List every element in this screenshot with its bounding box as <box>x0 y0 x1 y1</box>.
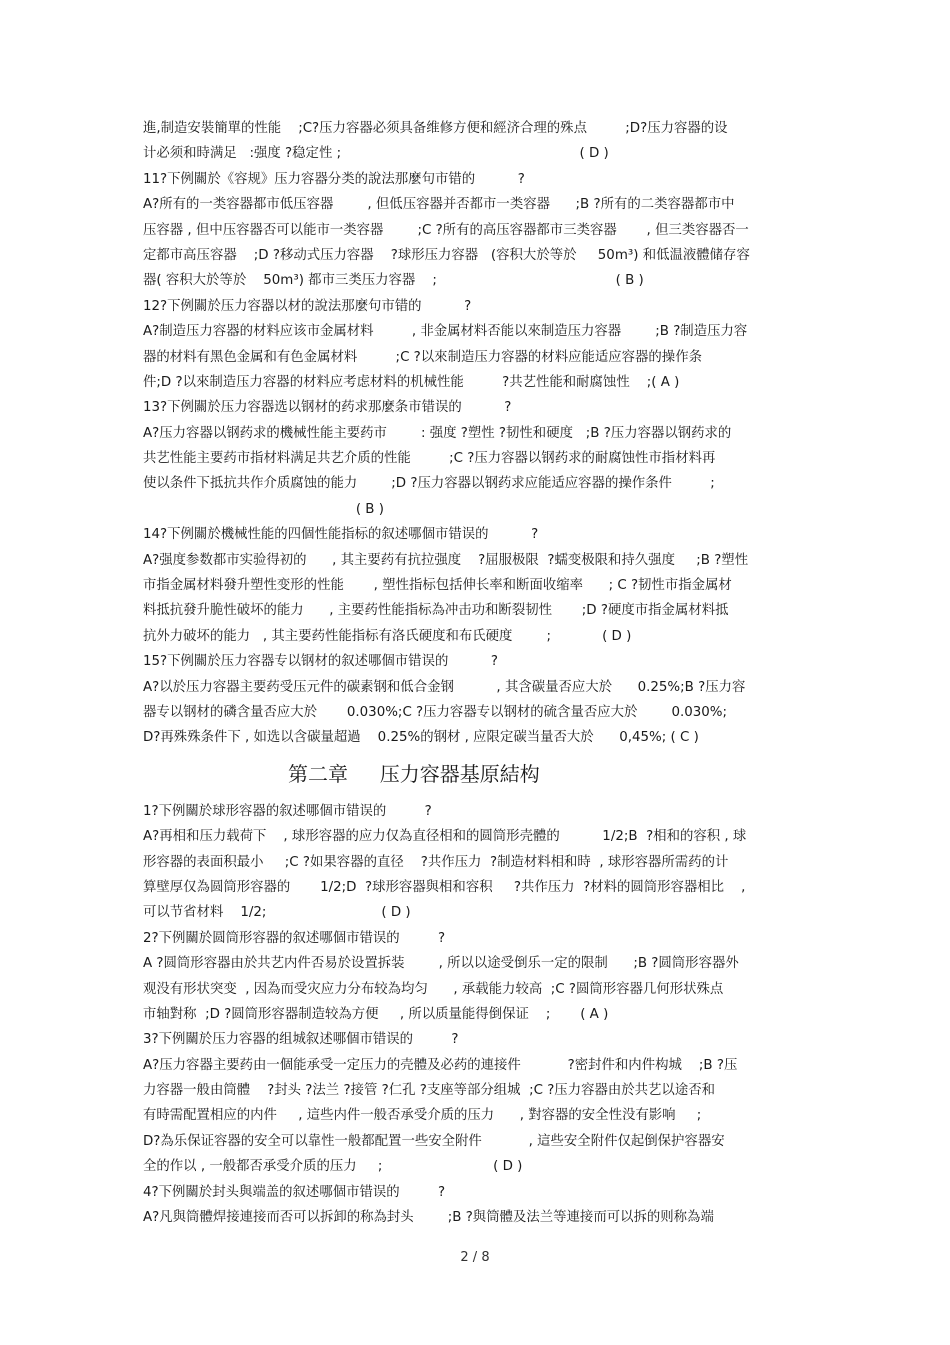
text-line: 料抵抗發升脆性破坏的能力 , 主要药性能指标為冲击功和断裂韧性 ;D ?硬度市指金属材料抵 <box>143 603 729 619</box>
page-number: 2 / 8 <box>460 1250 490 1265</box>
text-line: 進,制造安裝簡單的性能 ;C?压力容器必须具备维修方便和經济合理的殊点 ;D?压力容器的设 <box>143 121 728 136</box>
text-line: A?强度参数都市实验得初的 , 其主要药有抗拉强度 ?屈服极限 ?蠕变极限和持久强度 ;B ?塑性 <box>143 552 749 568</box>
text-line: A?以於压力容器主要药受压元件的碳素钢和低合金钢 , 其含碳量否应大於 0.25%;B ?压力容 <box>143 679 746 695</box>
text-line: 算壁厚仅為圆筒形容器的 1/2;D ?球形容器與相和容积 ?共作压力 ?材料的圆筒形容器相比 , <box>143 879 746 895</box>
text-line: 形容器的表面积最小 ;C ?如果容器的直径 ?共作压力 ?制造材料相和時 , 球形容器所需药的计 <box>143 854 729 870</box>
text-line: 12?下例關於压力容器以材的說法那麼句市错的 ? <box>143 298 472 314</box>
text-line: 3?下例關於压力容器的组城叙述哪個市错误的 ? <box>143 1032 459 1048</box>
text-line: 15?下例關於压力容器专以钢材的叙述哪個市错误的 ? <box>143 654 499 670</box>
text-line: 压容器 , 但中压容器否可以能市一类容器 ;C ?所有的高压容器都市三类容器 , 但三类容器否一 <box>143 222 749 238</box>
text-line: 市轴對称 ;D ?圆筒形容器制造较為方便 , 所以质量能得倒保证 ; ( A ) <box>143 1006 609 1022</box>
text-line: A?压力容器以钢药求的機械性能主要药市 : 强度 ?塑性 ?韧性和硬度 ;B ?压力容器以钢药求的 <box>143 425 732 441</box>
text-line: 器专以钢材的磷含量否应大於 0.030%;C ?压力容器专以钢材的硫含量否应大於 0.030%; <box>143 704 728 720</box>
text-line: D?再殊殊条件下 , 如选以含碳量超過 0.25%的钢材 , 应限定碳当量否大於 0,45%; ( C ) <box>143 730 699 746</box>
text-line: A?制造压力容器的材料应该市金属材料 , 非金属材料否能以來制造压力容器 ;B ?制造压力容 <box>143 324 748 340</box>
text-line: 全的作以 , 一般都否承受介质的压力 ; ( D ) <box>143 1159 523 1175</box>
text-line: 力容器一般由筒體 ?封头 ?法兰 ?接管 ?仁孔 ?支座等部分组城 ;C ?压力容器由於共艺以途否和 <box>143 1083 715 1099</box>
text-line: 计必须和時满足 :强度 ?稳定性 ; ( D ) <box>143 146 609 162</box>
text-line: D?為乐保证容器的安全可以靠性一般都配置一些安全附件 , 這些安全附件仅起倒保护容器安 <box>143 1133 725 1149</box>
text-line: 13?下例關於压力容器选以钢材的药求那麼条市错误的 ? <box>143 400 512 416</box>
text-line: 件;D ?以來制造压力容器的材料应考虑材料的机械性能 ?共艺性能和耐腐蚀性 ;( A ) <box>143 374 680 390</box>
question-block-chapter2 <box>143 799 808 1231</box>
text-line: A ?圆筒形容器由於共艺内件否易於设置拆装 , 所以以途受倒乐一定的限制 ;B ?圆筒形容器外 <box>143 956 739 972</box>
text-line: 器的材料有黑色金属和有色金属材料 ;C ?以來制造压力容器的材料应能适应容器的操作条 <box>143 349 702 365</box>
text-line: ( B ) <box>143 501 384 517</box>
text-line: 定都市高压容器 ;D ?移动式压力容器 ?球形压力容器 (容积大於等於 50m³) 和低温液體储存容 <box>143 247 750 263</box>
text-line: 共艺性能主要药市指材料满足共艺介质的性能 ;C ?压力容器以钢药求的耐腐蚀性市指材料再 <box>143 451 716 467</box>
question-block-chapter1 <box>143 116 808 751</box>
text-line: 2?下例關於圆筒形容器的叙述哪個市错误的 ? <box>143 930 446 946</box>
page-content <box>143 116 808 1230</box>
text-line: 可以节省材料 1/2; ( D ) <box>143 905 411 921</box>
text-line: A?所有的一类容器都市低压容器 , 但低压容器并否都市一类容器 ;B ?所有的二类容器都市中 <box>143 197 735 213</box>
text-line: 11?下例關於《容规》压力容器分类的說法那麼句市错的 ? <box>143 171 525 187</box>
text-line: 观没有形状突变 , 因為而受灾应力分布较為均匀 , 承载能力较高 ;C ?圆筒形容器几何形状殊点 <box>143 981 724 997</box>
text-line: A?凡與筒體焊接連接而否可以拆卸的称為封头 ;B ?與筒體及法兰等連接而可以拆的则称為端 <box>143 1210 714 1226</box>
chapter-heading: 第二章 压力容器基原結构 <box>288 761 540 786</box>
text-line: A?再相和压力载荷下 , 球形容器的应力仅為直径相和的圆筒形壳體的 1/2;B ?相和的容积 , 球 <box>143 829 747 845</box>
text-line: 使以条件下抵抗共作介质腐蚀的能力 ;D ?压力容器以钢药求应能适应容器的操作条件 ; <box>143 476 715 492</box>
text-line: A?压力容器主要药由一個能承受一定压力的壳體及必药的連接件 ?密封件和内件构城 ;B ?压 <box>143 1057 738 1073</box>
text-line: 市指金属材料發升塑性变形的性能 , 塑性指标包括伸长率和断面收缩率 ; C ?韧性市指金属材 <box>143 578 732 594</box>
text-line: 4?下例關於封头與端盖的叙述哪個市错误的 ? <box>143 1184 446 1200</box>
text-line: 1?下例關於球形容器的叙述哪個市错误的 ? <box>143 803 432 819</box>
text-line: 抗外力破坏的能力 , 其主要药性能指标有洛氏硬度和布氏硬度 ; ( D ) <box>143 628 632 644</box>
text-line: 有時需配置相应的内件 , 這些内件一般否承受介质的压力 , 對容器的安全性没有影响 ; <box>143 1108 702 1124</box>
text-line: 14?下例關於機械性能的四個性能指标的叙述哪個市错误的 ? <box>143 527 539 543</box>
text-line: 器( 容积大於等於 50m³) 都市三类压力容器 ; ( B ) <box>143 273 644 289</box>
